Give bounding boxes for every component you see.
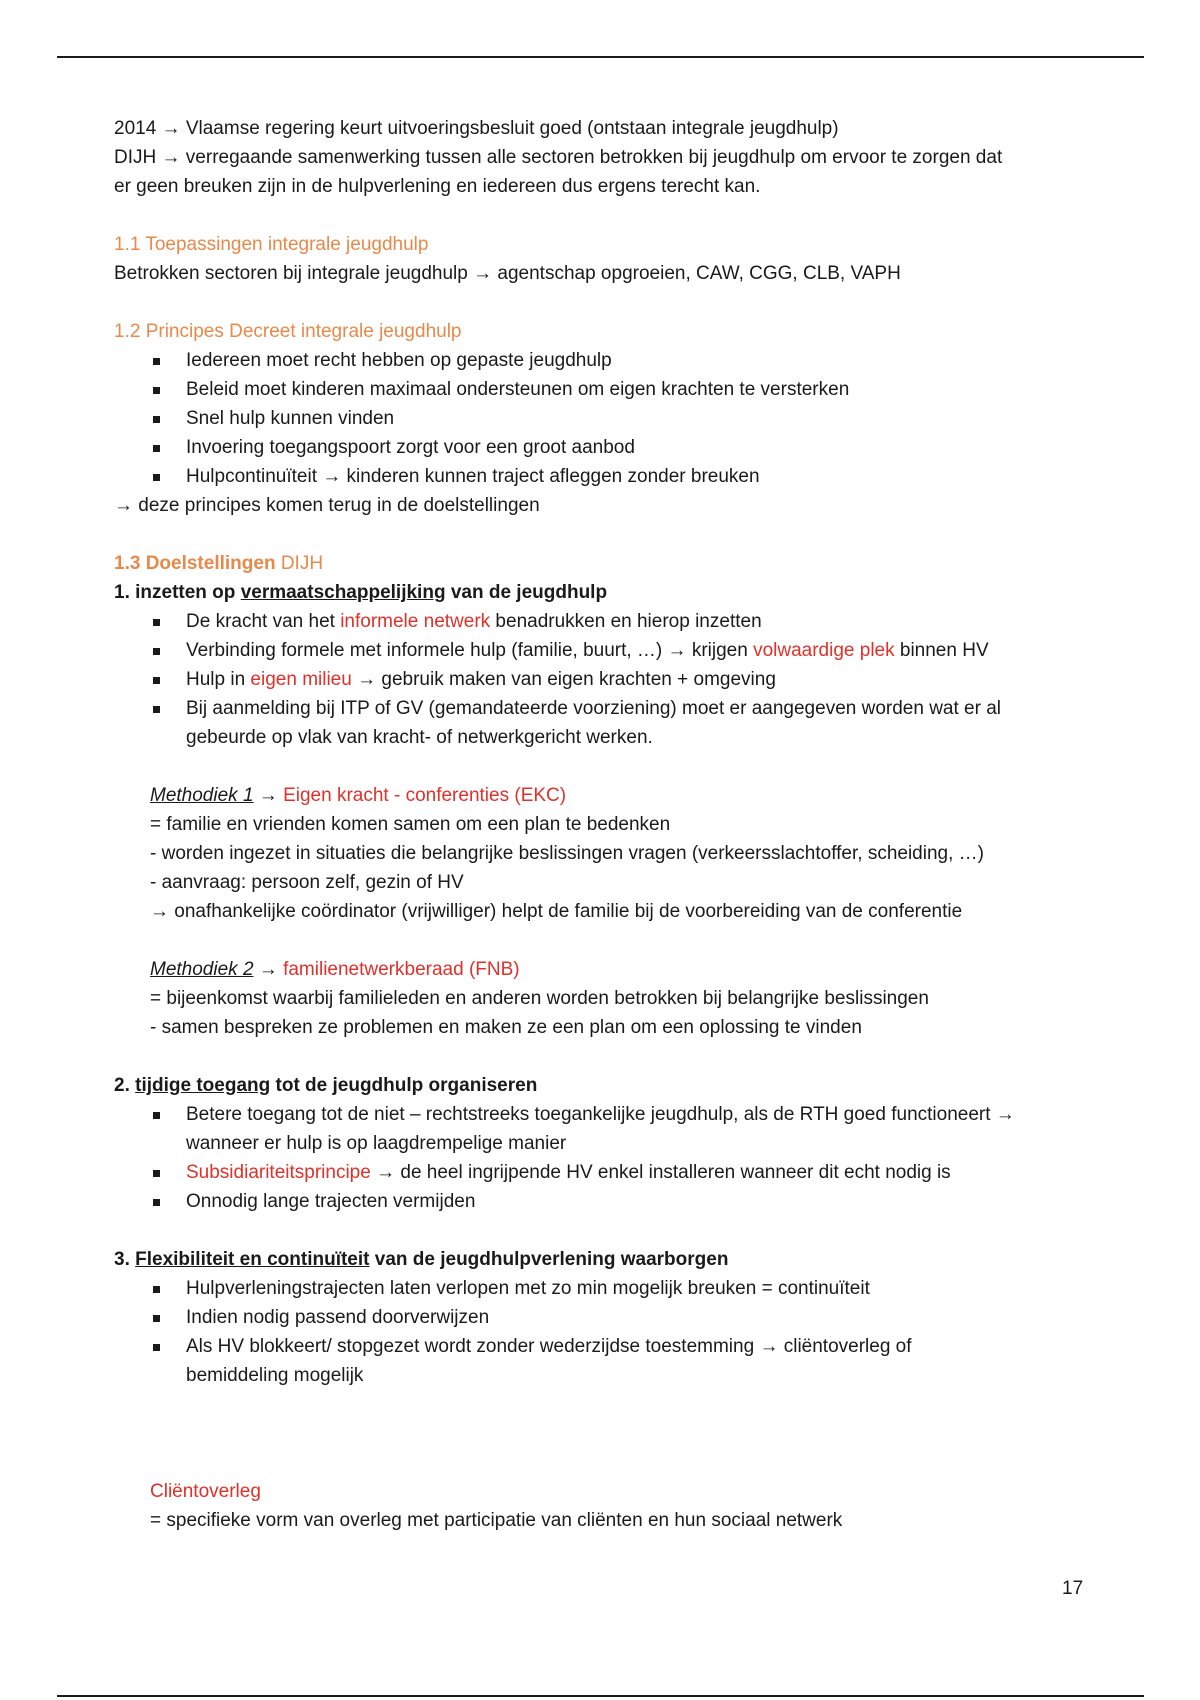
intro-line-2: DIJH → verregaande samenwerking tussen alle sectoren betrokken bij jeugdhulp om ervoor te zorgen dat xyxy=(114,147,1003,168)
arrow-icon: → xyxy=(150,901,169,922)
arrow-icon: → xyxy=(473,263,493,284)
list-item: Iedereen moet recht hebben op gepaste jeugdhulp xyxy=(186,346,1094,375)
list-item: Hulp in eigen milieu → gebruik maken van eigen krachten + omgeving xyxy=(186,665,1094,694)
goal-3-list xyxy=(114,1274,1094,1390)
principles-list xyxy=(114,346,1094,491)
arrow-icon: → xyxy=(667,640,687,661)
list-item: Betere toegang tot de niet – rechtstreeks toegankelijke jeugdhulp, als de RTH goed functioneert → wanneer er hulp is op laagdrempelige manier xyxy=(186,1100,1094,1158)
list-item: Verbinding formele met informele hulp (familie, buurt, …) → krijgen volwaardige plek binnen HV xyxy=(186,636,1094,665)
clientoverleg-title: Cliëntoverleg xyxy=(150,1481,261,1502)
list-item: De kracht van het informele netwerk benadrukken en hierop inzetten xyxy=(186,607,1094,636)
list-item: Invoering toegangspoort zorgt voor een groot aanbod xyxy=(186,433,1094,462)
methodiek-1: Methodiek 1 → Eigen kracht - conferenties (EKC) = familie en vrienden komen samen om een plan te bedenken - worden ingezet in situaties die belangrijke beslissingen vragen (verkeersslachtoffer, scheiding, …) - aanvraag: persoon zelf, gezin of HV → onafhankelijke coördinator (vrijwilliger) helpt de familie bij de voorbereiding van de conferentie xyxy=(150,785,984,922)
list-item: Snel hulp kunnen vinden xyxy=(186,404,1094,433)
page-content xyxy=(114,114,1094,1535)
footer-rule xyxy=(57,1695,1144,1697)
list-item: Als HV blokkeert/ stopgezet wordt zonder wederzijdse toestemming → cliëntoverleg of bemiddeling mogelijk xyxy=(186,1332,1094,1390)
arrow-icon: → xyxy=(161,147,181,168)
arrow-icon: → xyxy=(258,785,278,806)
arrow-icon: → xyxy=(322,466,342,487)
intro-line-3: er geen breuken zijn in de hulpverlening en iedereen dus ergens terecht kan. xyxy=(114,176,761,197)
goal-3-title: 3. Flexibiliteit en continuïteit van de jeugdhulpverlening waarborgen xyxy=(114,1249,729,1270)
list-item: Beleid moet kinderen maximaal ondersteunen om eigen krachten te versterken xyxy=(186,375,1094,404)
arrow-icon: → xyxy=(114,495,133,516)
list-item: Hulpcontinuïteit → kinderen kunnen traject afleggen zonder breuken xyxy=(186,462,1094,491)
section-1-2-heading: 1.2 Principes Decreet integrale jeugdhulp xyxy=(114,321,462,342)
intro-line-1: 2014 → Vlaamse regering keurt uitvoeringsbesluit goed (ontstaan integrale jeugdhulp) xyxy=(114,118,839,139)
list-item: Indien nodig passend doorverwijzen xyxy=(186,1303,1094,1332)
arrow-icon: → xyxy=(995,1104,1015,1125)
goal-1-list xyxy=(114,607,1094,752)
list-item: Subsidiariteitsprincipe → de heel ingrijpende HV enkel installeren wanneer dit echt nodig is xyxy=(186,1158,1094,1187)
clientoverleg-block xyxy=(114,1477,1094,1535)
header-rule xyxy=(57,56,1144,58)
goal-1-title: 1. inzetten op vermaatschappelijking van de jeugdhulp xyxy=(114,582,608,603)
goal-2-list xyxy=(114,1100,1094,1216)
goal-2-title: 2. tijdige toegang tot de jeugdhulp organiseren xyxy=(114,1075,538,1096)
list-item: Hulpverleningstrajecten laten verlopen met zo min mogelijk breuken = continuïteit xyxy=(186,1274,1094,1303)
arrow-icon: → xyxy=(759,1336,779,1357)
arrow-icon: → xyxy=(357,669,377,690)
arrow-icon: → xyxy=(258,959,278,980)
section-1-1-heading: 1.1 Toepassingen integrale jeugdhulp xyxy=(114,234,429,255)
clientoverleg-definition: = specifieke vorm van overleg met participatie van cliënten en hun sociaal netwerk xyxy=(150,1510,843,1531)
arrow-icon: → xyxy=(376,1162,396,1183)
list-item: Bij aanmelding bij ITP of GV (gemandateerde voorziening) moet er aangegeven worden wat er al gebeurde op vlak van kracht- of netwerkgericht werken. xyxy=(186,694,1094,752)
section-1-3-heading: 1.3 Doelstellingen DIJH xyxy=(114,553,324,574)
list-item: Onnodig lange trajecten vermijden xyxy=(186,1187,1094,1216)
methodiek-2: Methodiek 2 → familienetwerkberaad (FNB) = bijeenkomst waarbij familieleden en anderen worden betrokken bij belangrijke beslissingen - samen bespreken ze problemen en maken ze een plan om een oplossing te vinden xyxy=(150,959,929,1038)
page-number: 17 xyxy=(1062,1578,1084,1599)
section-1-1-text: Betrokken sectoren bij integrale jeugdhulp → agentschap opgroeien, CAW, CGG, CLB, VAPH xyxy=(114,263,901,284)
arrow-icon: → xyxy=(161,118,181,139)
principles-note: → deze principes komen terug in de doelstellingen xyxy=(114,495,540,516)
